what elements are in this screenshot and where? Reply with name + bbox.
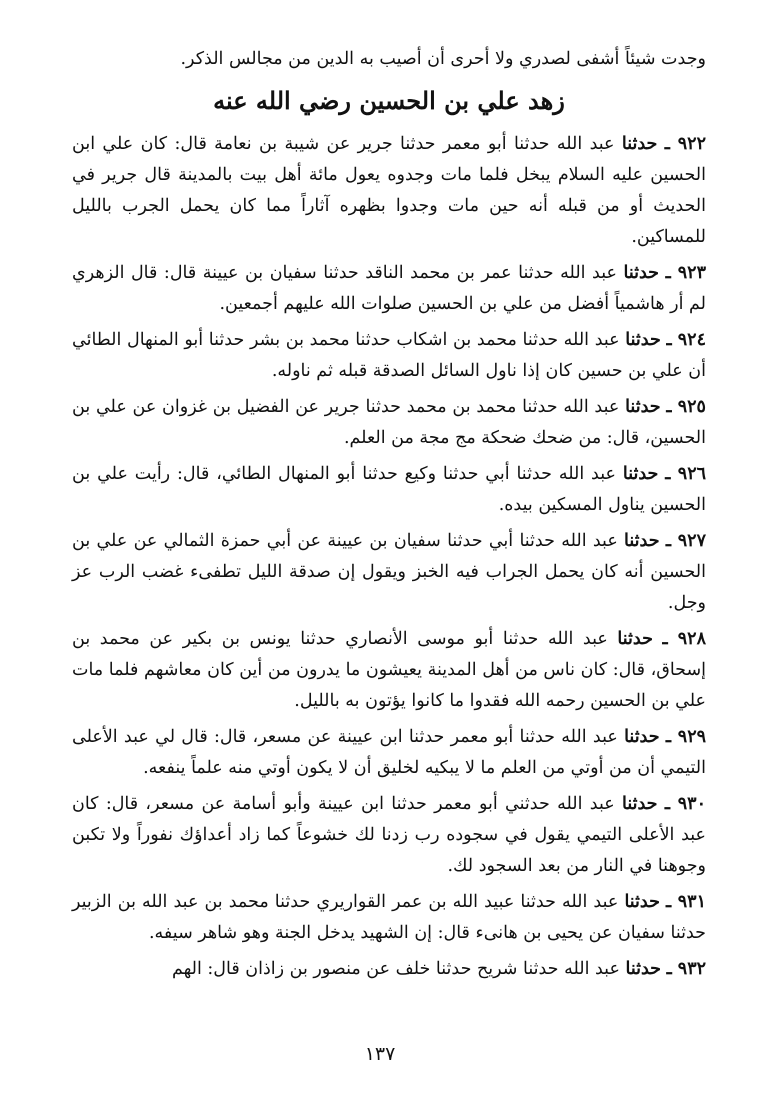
hadith-paragraph (72, 459, 706, 521)
hadith-number: ٩٢٣ ـ (665, 263, 706, 283)
hadith-paragraph (72, 789, 706, 882)
hadith-text: عبد الله حدثنا أبو موسى الأنصاري حدثنا يونس بن بكير عن محمد بن إسحاق، قال: كان ناس من أهل المدينة يعيشون ما يدرون من أين كان معاشهم فلما مات علي بن الحسين رحمه الله فقدوا ما كانوا يؤتون به بالليل. (72, 629, 706, 711)
hadith-number: ٩٣٠ ـ (664, 794, 706, 814)
hadith-number: ٩٢٨ ـ (662, 629, 706, 649)
hadith-paragraph (72, 722, 706, 784)
hadith-keyword: حدثنا (624, 727, 660, 747)
hadith-paragraph (72, 392, 706, 454)
hadith-text: عبد الله حدثنا أبو معمر حدثنا جرير عن شيبة بن نعامة قال: كان علي ابن الحسين عليه السلام يبخل فلما مات وجدوه يعول مائة أهل بيت بالمدينة قال جرير في الحديث أو من قبله أنه حين مات وجدوا بظهره آثاراً مما كان يحمل الجرب بالليل للمساكين. (72, 134, 706, 247)
hadith-keyword: حدثنا (624, 892, 660, 912)
hadith-keyword: حدثنا (622, 464, 659, 484)
hadith-paragraph (72, 325, 706, 387)
hadith-number: ٩٢٧ ـ (665, 531, 706, 551)
hadith-paragraph (72, 258, 706, 320)
hadith-text: عبد الله حدثنا أبي حدثنا سفيان بن عيينة عن أبي حمزة الثمالي عن علي بن الحسين أنه كان يحمل الجراب فيه الخبز ويقول إن صدقة الليل تطفىء غضب الرب عز وجل. (72, 531, 706, 613)
hadith-text: عبد الله حدثنا أبو معمر حدثنا ابن عيينة عن مسعر، قال: قال لي عبد الأعلى التيمي أن من أوتي من العلم ما لا يبكيه لخليق أن لا يكون أوتي منه علماً ينفعه. (72, 727, 706, 778)
hadith-keyword: حدثنا (617, 629, 653, 649)
hadith-number: ٩٢٥ ـ (666, 397, 706, 417)
hadith-text: عبد الله حدثني أبو معمر حدثنا ابن عيينة وأبو أسامة عن مسعر، قال: كان عبد الأعلى التيمي يقول في سجوده رب زدنا لك خشوعاً كما زاد أعداؤك نفوراً ولا تكبن وجوهنا في النار من بعد السجود لك. (72, 794, 706, 876)
page-body (72, 44, 706, 990)
hadith-text: عبد الله حدثنا عبيد الله بن عمر القواريري حدثنا محمد بن عبد الله بن الزبير حدثنا سفيان عن يحيى بن هانىء قال: إن الشهيد يدخل الجنة وهو شاهر سيفه. (72, 892, 706, 943)
hadith-keyword: حدثنا (623, 263, 660, 283)
hadith-paragraph (72, 129, 706, 253)
hadith-number: ٩٢٦ ـ (665, 464, 706, 484)
hadith-text: عبد الله حدثنا شريح حدثنا خلف عن منصور بن زاذان قال: الهم (171, 959, 620, 979)
hadith-paragraph (72, 624, 706, 717)
section-heading: زهد علي بن الحسين رضي الله عنه (213, 86, 565, 115)
hadith-paragraph (72, 526, 706, 619)
hadith-keyword: حدثنا (625, 959, 661, 979)
hadith-keyword: حدثنا (624, 531, 660, 551)
hadith-text: عبد الله حدثنا أبي حدثنا وكيع حدثنا أبو المنهال الطائي، قال: رأيت علي بن الحسين يناول المسكين بيده. (72, 464, 706, 515)
paragraph-list (72, 129, 706, 985)
hadith-text: عبد الله حدثنا محمد بن اشكاب حدثنا محمد بن بشر حدثنا أبو المنهال الطائي أن علي بن حسين كان إذا ناول السائل الصدقة قبله ثم ناوله. (72, 330, 706, 381)
hadith-number: ٩٢٢ ـ (664, 134, 706, 154)
hadith-number: ٩٢٩ ـ (665, 727, 706, 747)
intro-text: وجدت شيئاً أشفى لصدري ولا أحرى أن أصيب به الدين من مجالس الذكر. (180, 49, 706, 69)
hadith-number: ٩٣١ ـ (666, 892, 706, 912)
page-number: ١٣٧ (364, 1043, 396, 1065)
hadith-keyword: حدثنا (622, 794, 658, 814)
hadith-paragraph (72, 954, 706, 985)
hadith-number: ٩٣٢ ـ (666, 959, 706, 979)
hadith-paragraph (72, 887, 706, 949)
hadith-keyword: حدثنا (625, 397, 661, 417)
hadith-text: عبد الله حدثنا عمر بن محمد الناقد حدثنا سفيان بن عيينة قال: قال الزهري لم أر هاشمياً أفضل من علي بن الحسين صلوات الله عليهم أجمعين. (72, 263, 706, 314)
hadith-text: عبد الله حدثنا محمد بن محمد حدثنا جرير عن الفضيل بن غزوان عن علي بن الحسين، قال: من ضحك ضحكة مج مجة من العلم. (72, 397, 706, 448)
hadith-keyword: حدثنا (625, 330, 661, 350)
hadith-keyword: حدثنا (621, 134, 658, 154)
hadith-number: ٩٢٤ ـ (666, 330, 706, 350)
